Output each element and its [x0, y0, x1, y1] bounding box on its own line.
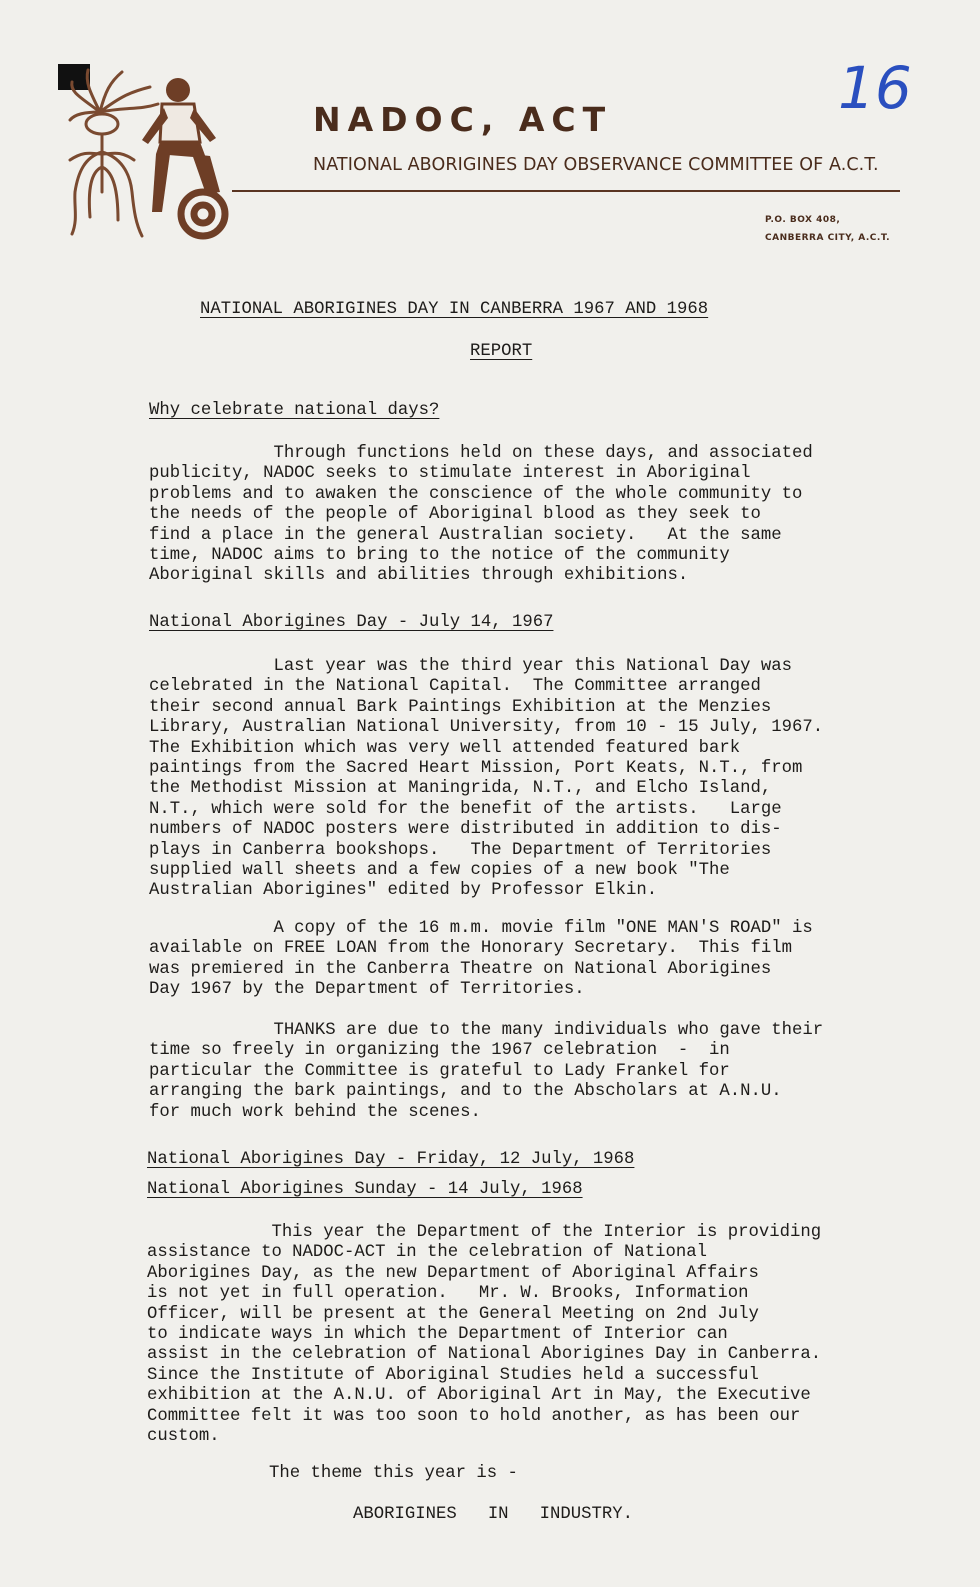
paragraph-movie-film: A copy of the 16 m.m. movie film "ONE MAN'S ROAD" is available on FREE LOAN from the Honorary Secretary. This film was premiered in the Canberra Theatre on National Aborigines Day 1967 by the Department of Territories. [149, 919, 813, 1000]
document-title: NATIONAL ABORIGINES DAY IN CANBERRA 1967 AND 1968 [200, 300, 709, 319]
section-heading-1968-day: National Aborigines Day - Friday, 12 July, 1968 [147, 1150, 635, 1169]
address-line-2: CANBERRA CITY, A.C.T. [765, 233, 891, 243]
org-name: NADOC, ACT [313, 100, 613, 139]
letterhead-divider [232, 190, 900, 192]
address-line-1: P.O. BOX 408, [765, 215, 841, 225]
org-full-name: NATIONAL ABORIGINES DAY OBSERVANCE COMMITTEE OF A.C.T. [313, 155, 879, 175]
page-number: 16 [838, 54, 912, 122]
paragraph-1967-exhibition: Last year was the third year this National Day was celebrated in the National Capital. The Committee arranged their second annual Bark Paintings Exhibition at the Menzies Library, Australian National University, from 10 - 15 July, 1967. The Exhibition which was very well attended featured bark paintings from the Sacred Heart Mission, Port Keats, N.T., from the Methodist Mission at Maningrida, N.T., and Elcho Island, N.T., which were sold for the benefit of the artists. Large numbers of NADOC posters were distributed in addition to dis- plays in Canberra bookshops. The Department of Territories supplied wall sheets and a few copies of a new book "The Australian Aborigines" edited by Professor Elkin. [149, 657, 824, 901]
paragraph-1968: This year the Department of the Interior is providing assistance to NADOC-ACT in the celebration of National Aborigines Day, as the new Department of Aboriginal Affairs is not yet in full operation. Mr. W. Brooks, Information Officer, will be present at the General Meeting on 2nd July to indicate ways in which the Department of Interior can assist in the celebration of National Aborigines Day in Canberra. Since the Institute of Aboriginal Studies held a successful exhibition at the A.N.U. of Aboriginal Art in May, the Executive Committee felt it was too soon to hold another, as has been our custom. [147, 1223, 822, 1447]
section-heading-1967: National Aborigines Day - July 14, 1967 [149, 613, 554, 632]
paragraph-thanks: THANKS are due to the many individuals who gave their time so freely in organizing the 1967 celebration - in particular the Committee is grateful to Lady Frankel for arranging the bark paintings, and to the Abscholars at A.N.U. for much work behind the scenes. [149, 1021, 824, 1122]
section-heading-why-celebrate: Why celebrate national days? [149, 401, 440, 420]
document-subtitle: REPORT [470, 342, 533, 361]
theme-intro: The theme this year is - [269, 1464, 518, 1483]
paragraph-why-celebrate: Through functions held on these days, and associated publicity, NADOC seeks to stimulate interest in Aboriginal problems and to awaken the conscience of the whole community to the needs of the people of Aboriginal blood as they seek to find a place in the general Australian society. At the same time, NADOC aims to bring to the notice of the community Aboriginal skills and abilities through exhibitions. [149, 444, 813, 586]
nadoc-logo-icon [30, 42, 235, 242]
section-heading-1968-sunday: National Aborigines Sunday - 14 July, 1968 [147, 1180, 583, 1199]
theme-text: ABORIGINES IN INDUSTRY. [353, 1505, 634, 1524]
